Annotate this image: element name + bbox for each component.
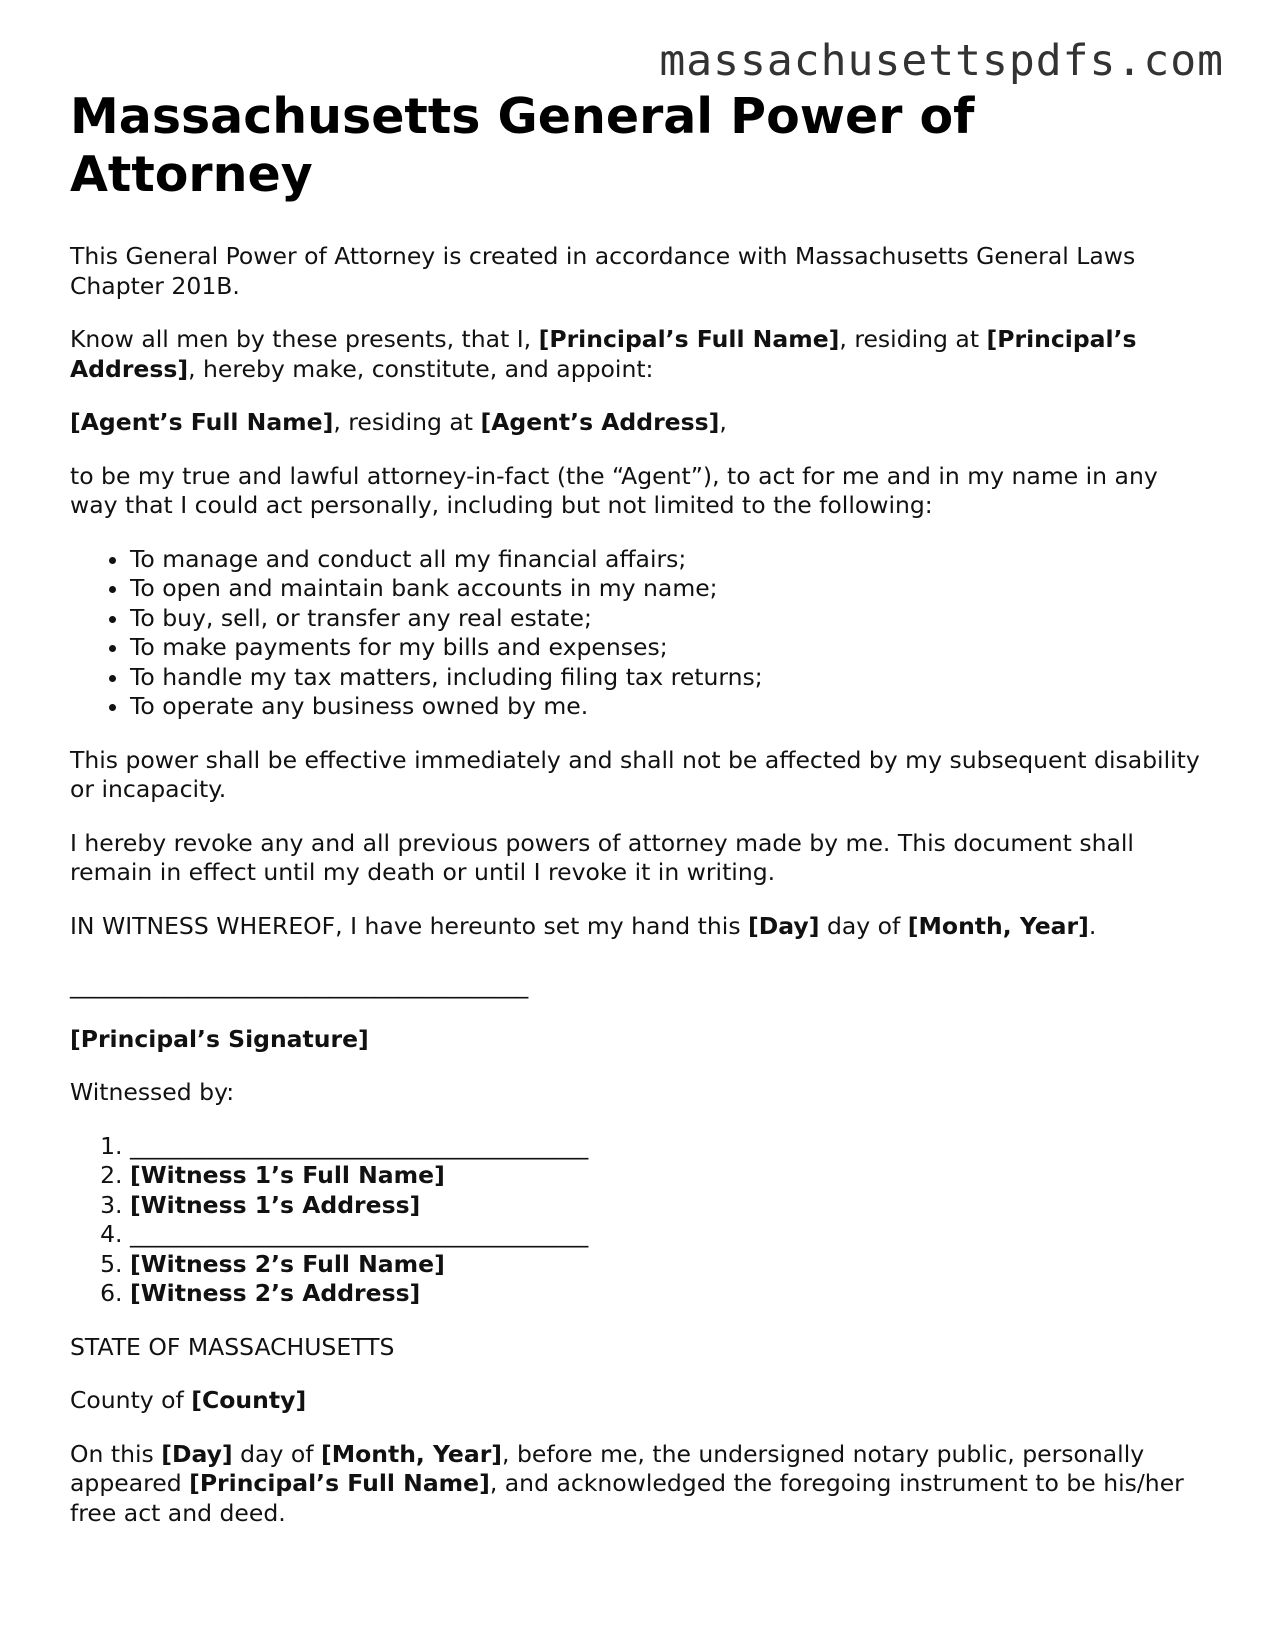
principal-address-placeholder: [Principal’s Address] xyxy=(70,325,1137,383)
revoke-paragraph: I hereby revoke any and all previous powers of attorney made by me. This document shall remain in effect until my death or until I revoke it in writing. xyxy=(70,828,1134,886)
site-watermark: massachusettspdfs.com xyxy=(659,36,1224,86)
purpose-paragraph: to be my true and lawful attorney-in-fact (the “Agent”), to act for me and in my name in any way that I could act personally, including but not limited to the following: xyxy=(70,461,1158,519)
principal-signature-label: [Principal’s Signature] xyxy=(70,1024,369,1053)
list-item: 4. _______________________________________ xyxy=(130,1220,1210,1250)
witnessed-by-label: Witnessed by: xyxy=(70,1078,235,1106)
principal-name-placeholder: [Principal’s Full Name] xyxy=(538,325,840,353)
month-year-placeholder: [Month, Year] xyxy=(907,911,1089,940)
appointment-paragraph: Know all men by these presents, that I, [Principal’s Full Name], residing at [Principal’s Address], hereby make, constitute, and appoint: xyxy=(70,325,1137,383)
page-title: Massachusetts General Power of Attorney xyxy=(70,88,975,203)
county-placeholder: [County] xyxy=(191,1386,307,1414)
county-line: County of [County] xyxy=(70,1386,307,1414)
list-item: • To handle my tax matters, including filing tax returns; xyxy=(130,663,1210,693)
witness-clause: IN WITNESS WHEREOF, I have hereunto set my hand this [Day] day of [Month, Year]. xyxy=(70,911,1097,940)
agent-paragraph: [Agent’s Full Name], residing at [Agent’s Address], xyxy=(70,408,727,436)
state-heading: STATE OF MASSACHUSETTS xyxy=(70,1332,395,1361)
list-item: 1. _______________________________________ xyxy=(130,1132,1210,1162)
intro-paragraph: This General Power of Attorney is created in accordance with Massachusetts General Laws Chapter 201B. xyxy=(70,242,1136,300)
day-placeholder: [Day] xyxy=(748,911,820,940)
list-item: • To buy, sell, or transfer any real estate; xyxy=(130,604,1210,634)
list-item: 2. [Witness 1’s Full Name] xyxy=(130,1161,1210,1191)
list-item: 5. [Witness 2’s Full Name] xyxy=(130,1250,1210,1280)
notary-paragraph: On this [Day] day of [Month, Year], before me, the undersigned notary public, personally appeared [Principal’s Full Name], and acknowledged the foregoing instrument to be his/her free act and deed. xyxy=(70,1439,1184,1527)
list-item: • To open and maintain bank accounts in my name; xyxy=(130,574,1210,604)
witness-list xyxy=(70,1132,1210,1309)
agent-address-placeholder: [Agent’s Address] xyxy=(480,408,720,436)
effective-paragraph: This power shall be effective immediately and shall not be affected by my subsequent disability or incapacity. xyxy=(70,745,1200,803)
list-item: • To operate any business owned by me. xyxy=(130,692,1210,722)
list-item: • To manage and conduct all my financial affairs; xyxy=(130,545,1210,575)
powers-list xyxy=(70,545,1210,722)
list-item: • To make payments for my bills and expenses; xyxy=(130,633,1210,663)
agent-name-placeholder: [Agent’s Full Name] xyxy=(70,408,334,436)
list-item: 3. [Witness 1’s Address] xyxy=(130,1191,1210,1221)
list-item: 6. [Witness 2’s Address] xyxy=(130,1279,1210,1309)
document-page xyxy=(70,88,1210,1552)
signature-line: _______________________________________ xyxy=(70,971,529,999)
